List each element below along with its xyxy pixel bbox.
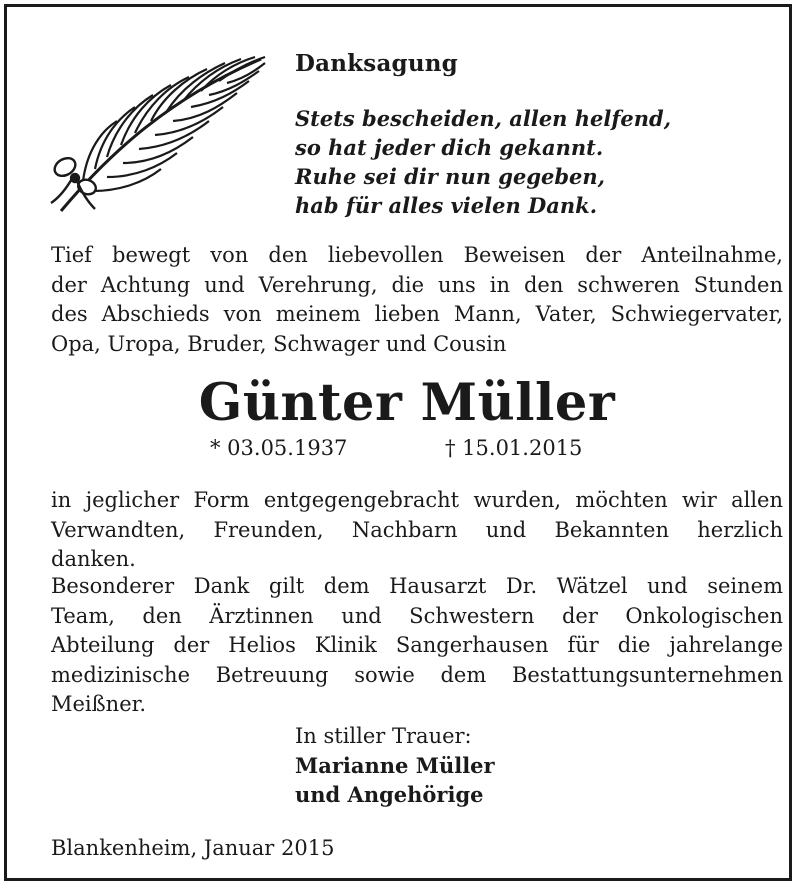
special-thanks-paragraph [51, 572, 783, 720]
text-line: Verwandten, Freunden, Nachbarn und Bekannten herzlich [51, 517, 783, 542]
text-line: Abteilung der Helios Klinik Sangerhausen für die jahrelange [51, 633, 783, 657]
text-line: Team, den Ärztinnen und Schwestern der Onkologischen [51, 603, 783, 628]
poem-line: Stets bescheiden, allen helfend, [295, 106, 672, 131]
text-line: Tief bewegt von den liebevollen Beweisen der Anteilnahme, [51, 243, 783, 267]
text-line: Meißner. [51, 692, 147, 716]
text-line: Besonderer Dank gilt dem Hausarzt Dr. Wätzel und seinem [51, 574, 783, 598]
text-line: des Abschieds von meinem lieben Mann, Vater, Schwiegervater, [51, 302, 783, 326]
intro-paragraph [51, 241, 783, 359]
text-line: in jeglicher Form entgegengebracht wurden, möchten wir allen [51, 488, 783, 512]
signoff-name: Marianne Müller [295, 753, 495, 778]
signoff-family: und Angehörige [295, 782, 484, 807]
obituary-card [4, 4, 792, 881]
deceased-name: Günter Müller [198, 373, 616, 433]
poem-line: Ruhe sei dir nun gegeben, [295, 164, 605, 189]
middle-paragraph [51, 486, 783, 575]
birth-date: * 03.05.1937 [210, 436, 348, 460]
text-line: der Achtung und Verehrung, die uns in den schweren Stunden [51, 272, 783, 297]
poem-line: so hat jeder dich gekannt. [295, 135, 604, 160]
death-date: † 15.01.2015 [445, 436, 583, 460]
heading: Danksagung [295, 50, 458, 77]
text-line: Opa, Uropa, Bruder, Schwager und Cousin [51, 331, 507, 356]
poem-line: hab für alles vielen Dank. [295, 193, 598, 218]
feather-with-bow-icon [43, 41, 273, 221]
place-date: Blankenheim, Januar 2015 [51, 836, 335, 860]
signoff-intro: In stiller Trauer: [295, 724, 472, 748]
text-line: danken. [51, 547, 136, 571]
text-line: medizinische Betreuung sowie dem Bestattungsunternehmen [51, 662, 783, 687]
poem [295, 104, 671, 220]
signoff [295, 722, 495, 809]
